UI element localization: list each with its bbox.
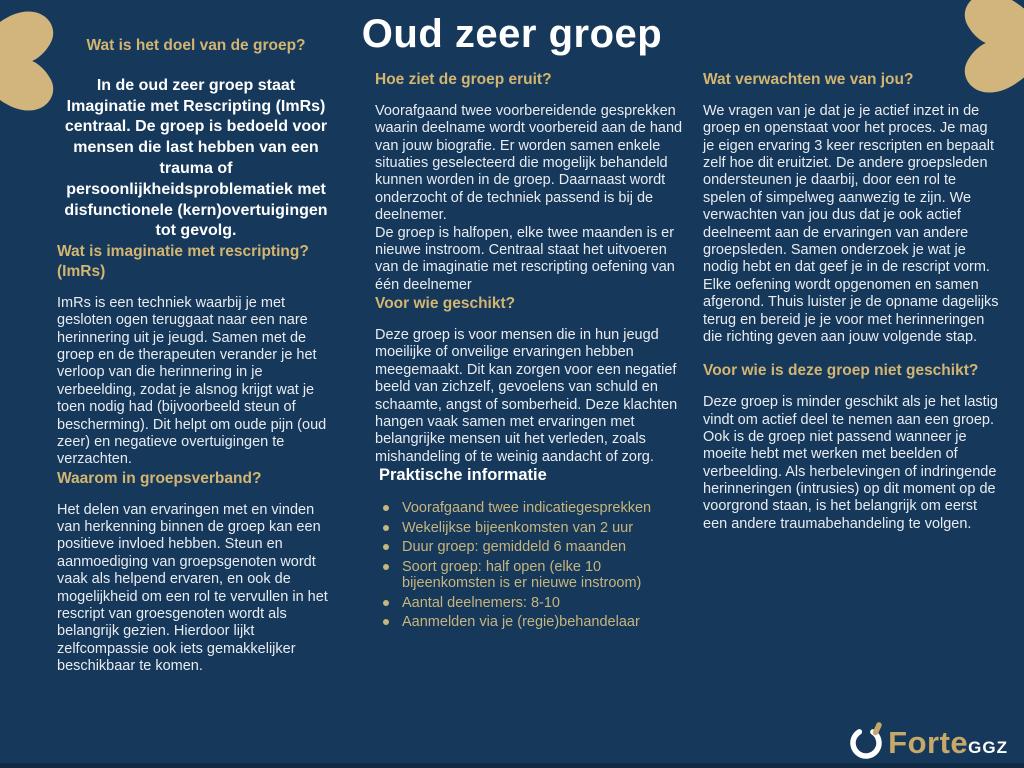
paragraph-groep-opzet: Voorafgaand twee voorbereidende gesprekken waarin deelname wordt voorbereid aan de hand van jouw biografie. Er worden samen enkele situaties geselecteerd die mogelijk behandeld kunnen worden in de groep. Daarnaast wordt onderzocht of de techniek passend is bij de deelnemer. [375,102,683,224]
heading-wat-verwachten-we: Wat verwachten we van jou? [703,71,914,88]
forte-ggz-logo [849,713,1008,758]
paragraph-voor-wie: Deze groep is voor mensen die in hun jeugd moeilijke of onveilige ervaringen hebben meegemaakt. Dit kan zorgen voor een negatief beeld van zichzelf, gevoelens van schuld en schaamte, angst of somberheid. Deze klachten hangen vaak samen met ervaringen met belangrijke mensen uit het verleden, zoals mishandeling of te weinig aandacht of zorg. [375,326,678,465]
list-item-label: Soort groep: half open (elke 10 bijeenkomsten is er nieuwe instroom) [402,558,642,592]
column-right [703,70,1001,533]
list-item-label: Duur groep: gemiddeld 6 maanden [402,539,627,556]
heading-doel-van-de-groep: Wat is het doel van de groep? [86,37,306,54]
paragraph-groep-instroom: De groep is halfopen, elke twee maanden is er nieuwe instroom. Centraal staat het uitvoeren van de imaginatie met rescripting oefening van één deelnemer [375,224,675,293]
list-item-label: Wekelijkse bijeenkomsten van 2 uur [402,519,634,536]
paragraph-niet-geschikt: Deze groep is minder geschikt als je het lastig vindt om actief deel te nemen aan een groep. Ook is de groep niet passend wanneer je moeite hebt met werken met beelden of verbeelding. Als herbelevingen of indringende herinneringen (intrusies) op dit moment op de voorgrond staan, is het belangrijk om eerst een andere traumabehandeling te volgen. [703,394,998,532]
bullet-dot-icon [383,564,389,570]
column-middle [375,70,693,634]
list-item-label: Aanmelden via je (regie)behandelaar [402,614,640,631]
column-left [57,36,335,676]
list-item-label: Aantal deelnemers: 8-10 [402,594,560,611]
list-item [381,595,693,612]
paragraph-groepsverband: Het delen van ervaringen met en vinden van herkenning binnen de groep kan een positieve invloed hebben. Steun en aanmoediging van groepsgenoten wordt vaak als helpend ervaren, en ook de mogelijkheid om een rol te vervullen in het rescript van groesgenoten wordt als belangrijk gezien. Hierdoor lijkt zelfcompassie ook iets gemakkelijker beschikbaar te komen. [57,501,328,675]
bullet-dot-icon [383,600,389,606]
list-item [381,559,693,592]
heading-praktische-informatie: Praktische informatie [379,466,547,485]
practical-info-list [375,500,693,631]
list-item [381,520,693,537]
bullet-dot-icon [383,544,389,550]
heading-niet-geschikt: Voor wie is deze groep niet geschikt? [703,362,979,380]
paragraph-imrs-uitleg: ImRs is een techniek waarbij je met gesloten ogen teruggaat naar een nare herinnering uit je jeugd. Samen met de groep en de therapeuten verander je het verloop van die herinnering in je verbeelding, zodat je alsnog krijgt wat je toen nodig had (bijvoorbeeld steun of bescherming). Dit helpt om oude pijn (oud zeer) en negatieve overtuigingen te verzachten. [57,294,327,468]
list-item [381,500,693,517]
heading-voor-wie-geschikt: Voor wie geschikt? [375,295,516,313]
bullet-dot-icon [383,505,389,511]
logo-suffix-text: GGZ [968,738,1008,757]
paragraph-doel: In de oud zeer groep staat Imaginatie met Rescripting (ImRs) centraal. De groep is bedoeld voor mensen die last hebben van een trauma of persoonlijkheidsproblematiek met disfunctionele (kern)overtuigingen tot gevolg. [64,76,328,240]
bullet-dot-icon [383,525,389,531]
bottom-edge-strip [0,763,1024,768]
list-item-label: Voorafgaand twee indicatiegesprekken [402,500,652,517]
paragraph-verwachtingen: We vragen van je dat je je actief inzet in de groep en openstaat voor het proces. Je mag je eigen ervaring 3 keer rescripten en bepaalt zelf hoe dit eruitziet. De andere groepsleden ondersteunen je daarbij, door een rol te spelen of simpelweg aanwezig te zijn. We verwachten van jou dus dat je ook actief deelneemt aan de ervaringen van andere groepsleden. Samen onderzoek je wat je nodig hebt en dat geef je in de rescript vorm. Elke oefening wordt opgenomen en samen afgerond. Thuis luister je de opname dagelijks terug en bereid je je voor met herinneringen die richting geven aan jouw volgende stap. [703,102,999,345]
heading-waarom-groepsverband: Waarom in groepsverband? [57,469,262,487]
page-title: Oud zeer groep [361,12,663,56]
list-item [381,539,693,556]
list-item [381,614,693,631]
logo-brand-text: Forte [888,725,969,760]
forte-ring-icon [849,721,885,766]
bullet-dot-icon [383,619,389,625]
heading-imaginatie-rescripting: Wat is imaginatie met rescripting? (ImRs) [57,243,309,281]
heading-hoe-ziet-de-groep-eruit: Hoe ziet de groep eruit? [375,71,552,88]
